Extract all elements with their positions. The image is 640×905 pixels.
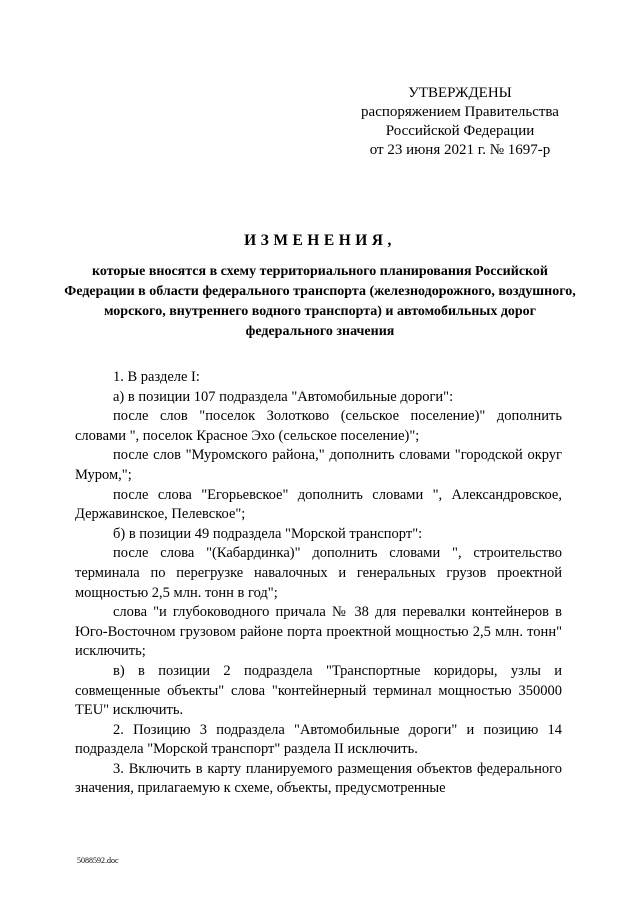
document-title: ИЗМЕНЕНИЯ, <box>244 232 396 249</box>
paragraph: после слова "Егорьевское" дополнить словами ", Александровское, Державинское, Пелевское"; <box>75 486 562 523</box>
paragraph: б) в позиции 49 подраздела "Морской транспорт": <box>113 525 423 542</box>
approval-line: Российской Федерации <box>385 123 535 139</box>
paragraph: после слов "поселок Золотково (сельское поселение)" дополнить словами ", поселок Красное Эхо (сельское поселение)"; <box>75 408 562 444</box>
approval-heading: УТВЕРЖДЕНЫ <box>408 85 512 101</box>
paragraph: слова "и глубоководного причала № 38 для перевалки контейнеров в Юго-Восточном грузовом районе порта проектной мощностью 2,5 млн. тонн" исключить; <box>75 604 562 660</box>
document-subtitle: которые вносятся в схему территориального планирования Российской Федерации в области федерального транспорта (железнодорожного, воздушного, морского, внутреннего водного транспорта) и автомобильных дорог федерального значения <box>64 264 576 339</box>
document-body <box>75 368 562 799</box>
approval-block <box>340 84 580 160</box>
file-name-footer: 5088592.doc <box>77 856 119 865</box>
approval-line: распоряжением Правительства <box>361 104 559 120</box>
paragraph: в) в позиции 2 подраздела "Транспортные коридоры, узлы и совмещенные объекты" слова "контейнерный терминал мощностью 350000 TEU" исключить. <box>75 662 562 719</box>
paragraph: 2. Позицию 3 подраздела "Автомобильные дороги" и позицию 14 подраздела "Морской транспорт" раздела II исключить. <box>75 721 562 758</box>
paragraph: 1. В разделе I: <box>113 369 200 385</box>
paragraph: а) в позиции 107 подраздела "Автомобильные дороги": <box>113 388 454 405</box>
approval-date: от 23 июня 2021 г. № 1697-р <box>369 142 551 158</box>
paragraph: после слова "(Кабардинка)" дополнить словами ", строительство терминала по перегрузке навалочных и генеральных грузов проектной мощностью 2,5 млн. тонн в год"; <box>75 545 562 601</box>
paragraph: после слов "Муромского района," дополнить словами "городской округ Муром,"; <box>75 447 562 483</box>
paragraph: 3. Включить в карту планируемого размещения объектов федерального значения, прилагаемую к схеме, объекты, предусмотренные <box>75 760 562 797</box>
